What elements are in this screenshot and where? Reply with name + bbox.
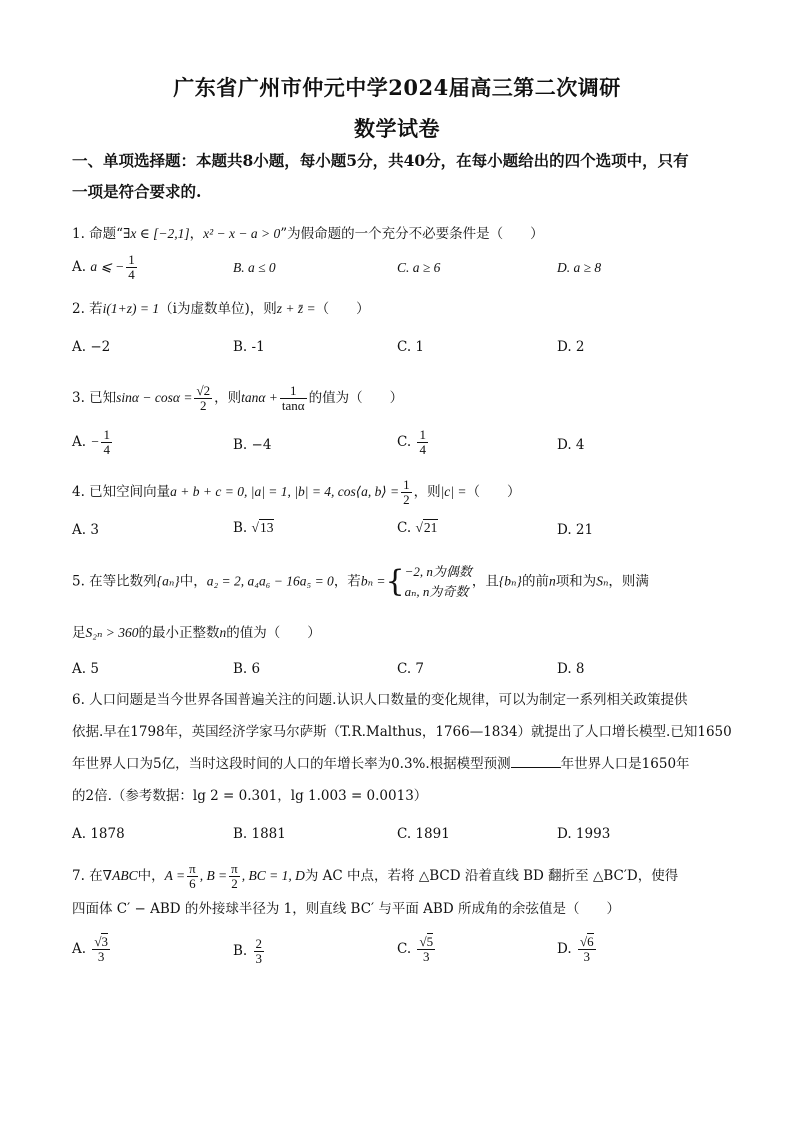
q4-expr: a + b + c = 0, |a| = 1, |b| = 4, cos⟨a, b⟩ = <box>170 484 400 499</box>
q4-fraction <box>401 478 412 507</box>
q3-fraction-2 <box>280 384 307 413</box>
q2-option-c[interactable]: C. 1 <box>397 339 425 355</box>
q3-fraction <box>194 384 212 413</box>
q7-option-c-num: √5 <box>419 934 434 949</box>
q5-expr: a₂ = 2, a₄a₆ − 16a₅ = 0 <box>206 573 334 589</box>
q7-option-a-label: A. <box>72 941 87 957</box>
q7-option-a-den: 3 <box>97 949 105 964</box>
q3-option-c-den: 4 <box>419 442 426 457</box>
q7-triangle: ∇ABC <box>102 868 138 883</box>
q4-frac-num: 1 <box>403 477 410 492</box>
q5-mid3: ，且 <box>471 573 499 590</box>
q3-option-a-num: 1 <box>103 427 110 442</box>
q7-option-a[interactable] <box>72 935 112 964</box>
q1-option-a-expr: a ⩽ − <box>90 259 125 274</box>
q7-option-b-num: 2 <box>255 936 263 951</box>
q1-sep: ， <box>189 226 204 242</box>
q7-option-c-label: C. <box>397 941 412 957</box>
q7-option-b-label: B. <box>233 943 248 959</box>
q6-option-c[interactable]: C. 1891 <box>397 826 450 842</box>
q3-suffix: 的值为（ ） <box>308 390 404 406</box>
q3-option-c-num: 1 <box>419 427 426 442</box>
q1-prefix: 1. 命题“ <box>72 226 124 242</box>
q5-option-b[interactable]: B. 6 <box>233 661 261 677</box>
q4-mid: ，则 <box>413 484 441 500</box>
q1-option-c[interactable]: C. a ≥ 6 <box>397 260 441 275</box>
q5-line2-n: n <box>219 625 227 640</box>
q1-option-b[interactable]: B. a ≤ 0 <box>233 260 276 275</box>
q4-prefix: 4. 已知空间向量 <box>72 484 171 500</box>
q3-prefix: 3. 已知 <box>72 390 117 406</box>
q3-expr2: tanα + <box>241 390 278 405</box>
q5-line2-pre: 足 <box>72 625 86 641</box>
q6-line3-pre: 年世界人口为5亿，当时这段时间的人口的年增长率为0.3%.根据模型预测 <box>72 756 511 772</box>
question-6 <box>72 684 732 812</box>
q2-option-a[interactable]: A. −2 <box>72 339 111 355</box>
question-4 <box>72 478 732 507</box>
q7-option-a-radicand: 3 <box>101 934 108 949</box>
q7-option-d-num: √6 <box>579 934 594 949</box>
q3-option-c-fraction <box>417 428 428 457</box>
q1-option-a-den: 4 <box>128 267 135 282</box>
q7-angle-b: , B = <box>199 868 228 883</box>
q5-mid1: 中， <box>179 573 207 590</box>
q1-option-d[interactable]: D. a ≥ 8 <box>557 260 602 275</box>
q7-mid: 中， <box>137 868 165 884</box>
q7-option-c[interactable] <box>397 935 437 964</box>
q7-option-c-radicand: 5 <box>426 934 434 949</box>
q4-expr2: |c| = <box>440 484 467 499</box>
q7-angle-b-fraction <box>229 862 240 891</box>
q5-sn: Sₙ <box>596 573 609 589</box>
q6-line1: 6. 人口问题是当今世界各国普遍关注的问题.认识人口数量的变化规律，可以为制定一系列相关政策提供 <box>72 692 688 708</box>
q4-option-b[interactable] <box>233 520 274 536</box>
q4-option-a[interactable]: A. 3 <box>72 522 99 538</box>
q3-option-b[interactable]: B. −4 <box>233 437 272 453</box>
q7-line1-rest: 为 AC 中点，若将 △BCD 沿着直线 BD 翻折至 △BC′D，使得 <box>304 868 679 884</box>
q6-option-d[interactable]: D. 1993 <box>557 826 611 842</box>
q4-option-b-label: B. <box>233 520 248 536</box>
q7-option-d-radicand: 6 <box>587 934 594 949</box>
section-heading-line2: 一项是符合要求的. <box>72 182 202 201</box>
question-5-line2 <box>72 623 732 643</box>
q7-option-a-fraction <box>92 935 110 964</box>
q7-option-b-den: 3 <box>255 951 263 966</box>
question-7 <box>72 862 732 891</box>
question-3 <box>72 384 732 413</box>
q6-line3-post: 年世界人口是1650年 <box>560 756 690 772</box>
q5-line2-expr: S₂ₙ > 360 <box>85 625 139 640</box>
q2-expr2: z + z̄ = <box>276 301 316 316</box>
q7-angle-b-den: 2 <box>231 876 238 891</box>
page-title: 广东省广州市仲元中学2024届高三第二次调研 <box>173 75 621 100</box>
q3-option-a-sign: − <box>90 434 100 449</box>
q2-suffix: （ ） <box>315 301 370 317</box>
q1-option-a[interactable] <box>72 253 139 282</box>
q7-expr: , BC = 1, D <box>241 868 305 883</box>
q5-n: n <box>548 573 556 589</box>
q4-option-c[interactable] <box>397 520 438 536</box>
q3-option-c-label: C. <box>397 434 412 450</box>
q3-frac-den: 2 <box>200 398 207 413</box>
q5-case-even: −2, n为偶数 <box>404 564 472 579</box>
section-heading-line1: 一、单项选择题：本题共8小题，每小题5分，共40分，在每小题给出的四个选项中，只有 <box>72 151 689 170</box>
q1-suffix: ”为假命题的一个充分不必要条件是（ ） <box>280 226 544 242</box>
q4-option-d[interactable]: D. 21 <box>557 522 594 538</box>
q7-prefix: 7. 在 <box>72 868 103 884</box>
q3-option-a-fraction <box>101 428 112 457</box>
q4-option-b-radicand: 13 <box>259 520 274 535</box>
q7-option-b[interactable] <box>233 937 266 966</box>
q3-frac2-num: 1 <box>280 384 307 399</box>
q7-option-d-label: D. <box>557 941 572 957</box>
q7-angle-b-num: π <box>231 861 238 876</box>
q3-option-a[interactable] <box>72 428 114 457</box>
q3-expr: sinα − cosα = <box>116 390 193 405</box>
question-5 <box>72 562 732 602</box>
q5-seq2: {bₙ} <box>498 573 522 589</box>
q7-angle-a-den: 6 <box>189 876 196 891</box>
q2-option-b[interactable]: B. -1 <box>233 339 265 355</box>
q3-option-c[interactable] <box>397 428 430 457</box>
q7-angle-a-num: π <box>189 861 196 876</box>
q1-cond2: x² − x − a > 0 <box>203 226 281 241</box>
q6-line3 <box>72 748 732 780</box>
q5-option-c[interactable]: C. 7 <box>397 661 425 677</box>
q3-mid: ，则 <box>214 390 242 406</box>
q4-frac-den: 2 <box>403 492 410 507</box>
q7-option-d[interactable] <box>557 935 598 964</box>
q5-line2-suffix: 的值为（ ） <box>226 625 321 641</box>
q5-line2-mid: 的最小正整数 <box>138 625 220 641</box>
section-heading <box>72 145 732 207</box>
q5-option-a[interactable]: A. 5 <box>72 661 99 677</box>
question-2 <box>72 299 732 319</box>
q7-option-a-num: √3 <box>94 934 108 949</box>
q6-option-b[interactable]: B. 1881 <box>233 826 286 842</box>
page-subtitle: 数学试卷 <box>354 116 440 141</box>
q5-seq: {aₙ} <box>156 573 180 589</box>
q6-answer-blank[interactable] <box>511 753 561 768</box>
q3-option-a-den: 4 <box>103 442 110 457</box>
q3-option-a-label: A. <box>72 434 87 450</box>
q7-option-b-fraction <box>254 937 265 966</box>
q6-option-a[interactable]: A. 1878 <box>72 826 125 842</box>
q7-option-d-fraction <box>578 935 596 964</box>
q7-option-c-den: 3 <box>423 949 430 964</box>
q5-prefix: 5. 在等比数列 <box>72 573 157 590</box>
question-7-line2: 四面体 C′ − ABD 的外接球半径为 1，则直线 BC′ 与平面 ABD 所成角的余弦值是（ ） <box>72 901 620 917</box>
q1-cond1: ∃x ∈ [−2,1] <box>123 226 190 241</box>
q4-option-c-label: C. <box>397 520 412 536</box>
q4-option-b-sqrt: √13 <box>251 520 274 535</box>
q5-cases <box>405 562 472 602</box>
q5-bn: bₙ = <box>360 573 386 589</box>
q4-option-c-radicand: 21 <box>423 520 438 535</box>
q5-case-odd: aₙ, n为奇数 <box>404 584 469 599</box>
q7-angle-a-fraction <box>187 862 198 891</box>
q5-brace: { <box>385 564 405 599</box>
q2-option-d[interactable]: D. 2 <box>557 339 585 355</box>
q3-frac2-den: tanα <box>281 398 305 413</box>
q2-expr: i(1+z) = 1 <box>102 301 160 316</box>
q3-option-d[interactable]: D. 4 <box>557 437 585 453</box>
q6-line2: 依据.早在1798年，英国经济学家马尔萨斯（T.R.Malthus，1766—1834）就提出了人口增长模型.已知1650 <box>72 724 732 740</box>
q5-option-d[interactable]: D. 8 <box>557 661 585 677</box>
q3-frac-num: √2 <box>196 383 211 398</box>
q4-option-c-sqrt: √21 <box>415 520 438 535</box>
q7-option-c-fraction <box>417 935 435 964</box>
q1-option-a-num: 1 <box>128 252 135 267</box>
q4-suffix: （ ） <box>466 484 521 500</box>
q7-angle-a: A = <box>164 868 186 883</box>
q6-line4: 的2倍.（参考数据：lg 2 = 0.301，lg 1.003 = 0.0013） <box>72 788 428 804</box>
q1-option-a-fraction <box>126 253 137 282</box>
q5-mid5: 项和为 <box>555 573 597 590</box>
q5-mid2: ，若 <box>333 573 361 590</box>
q7-option-d-den: 3 <box>583 949 590 964</box>
q5-mid4: 的前 <box>521 573 549 590</box>
question-1 <box>72 224 732 244</box>
q2-prefix: 2. 若 <box>72 301 103 317</box>
q2-mid: （i为虚数单位)，则 <box>159 301 277 317</box>
q1-option-a-label: A. <box>72 259 87 275</box>
q5-suffix: ，则满 <box>608 573 649 590</box>
